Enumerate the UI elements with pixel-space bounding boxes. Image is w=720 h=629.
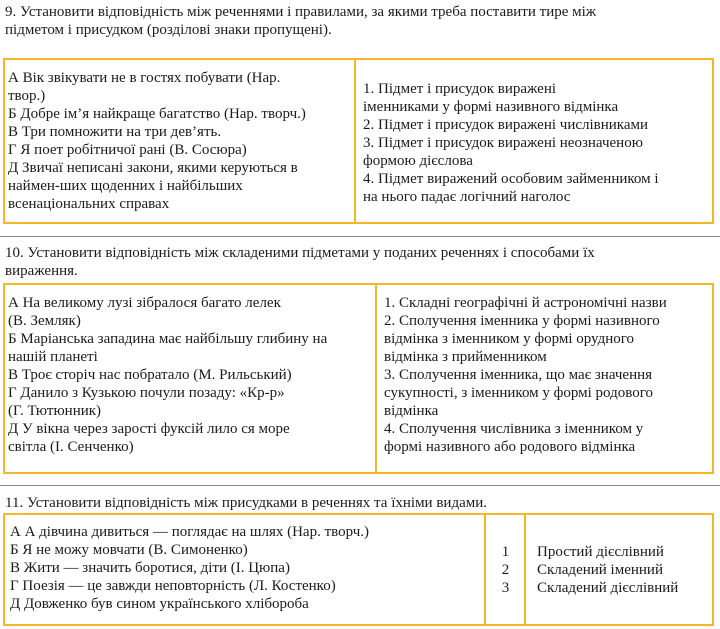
q11-sentences — [10, 515, 484, 624]
q10-sentence-line: нашій планеті — [8, 349, 98, 365]
q9-sentence-line: наймен-ших щоденних і найбільших — [8, 178, 243, 194]
q10-method-line: 1. Складні географічні й астрономічні назви — [384, 295, 667, 311]
q10-separator — [0, 236, 720, 237]
q9-title-line: підметом і присудком (розділові знаки пропущені). — [5, 22, 332, 38]
q9-sentences — [8, 60, 353, 222]
q10-sentence-line: Д У вікна через зарості фуксій лило ся море — [8, 421, 290, 437]
q11-divider-2 — [524, 515, 526, 624]
q11-sentence-line: Г Поезія — це завжди неповторність (Л. Костенко) — [10, 578, 336, 594]
q9-rule-line: 2. Підмет і присудок виражені числівниками — [363, 117, 649, 133]
q11-title-line: 11. Установити відповідність між присудками в реченнях та їхніми видами. — [5, 495, 488, 511]
q10-sentence-line: (В. Земляк) — [8, 313, 81, 329]
q9-rule-line: формою дієслова — [363, 153, 473, 169]
q9-rule-line: іменниками у формі називного відмінка — [363, 99, 619, 115]
q11-divider-1 — [484, 515, 486, 624]
q9-rule-line: 1. Підмет і присудок виражені — [363, 81, 557, 97]
q10-sentence-line: А На великому лузі зібралося багато лелек — [8, 295, 281, 311]
q9-sentence-line: твор.) — [8, 88, 46, 104]
q11-type: Простий дієслівний — [537, 544, 664, 560]
q9-sentence-line: В Три помножити на три дев’ять. — [8, 124, 222, 140]
q10-sentence-line: світла (І. Сенченко) — [8, 439, 134, 455]
q10-title-line: вираження. — [5, 263, 78, 279]
q10-title-line: 10. Установити відповідність між складеними підметами у поданих реченнях і способами їх — [5, 245, 595, 261]
q9-sentence-line: всенаціональних справах — [8, 196, 170, 212]
q10-method-line: 3. Сполучення іменника, що має значення — [384, 367, 653, 383]
q11-type: Складений іменний — [537, 562, 663, 578]
q10-method-line: сукупності, з іменником у формі родового — [384, 385, 654, 401]
q10-method-line: 2. Сполучення іменника у формі називного — [384, 313, 660, 329]
q11-table — [3, 513, 714, 626]
q11-sentence-line: В Жити — значить боротися, діти (І. Цюпа) — [10, 560, 290, 576]
q11-number: 3 — [501, 580, 510, 596]
q9-sentence-line: Г Я поет робітничої рані (В. Сосюра) — [8, 142, 247, 158]
q11-sentence-line: А А дівчина дивиться — поглядає на шлях (Нар. творч.) — [10, 524, 370, 540]
q10-methods — [384, 285, 711, 472]
q10-sentences — [8, 285, 374, 472]
q11-types — [537, 515, 711, 624]
q11-number: 1 — [501, 544, 510, 560]
q9-sentence-line: Б Добре ім’я найкраще багатство (Нар. творч.) — [8, 106, 306, 122]
q9-title-line: 9. Установити відповідність між реченнями і правилами, за якими треба поставити тире між — [5, 4, 597, 20]
q11-separator — [0, 485, 720, 486]
q10-title — [5, 244, 711, 280]
q10-divider — [375, 285, 377, 472]
q11-type: Складений дієслівний — [537, 580, 679, 596]
q11-sentence-line: Д Довженко був сином українського хлібороба — [10, 596, 309, 612]
q9-rule-line: 3. Підмет і присудок виражені неозначеною — [363, 135, 643, 151]
q9-sentence-line: Д Звичаї неписані закони, якими керуються в — [8, 160, 298, 176]
q9-rule-line: на нього падає логічний наголос — [363, 189, 571, 205]
q9-table — [3, 58, 714, 224]
q11-title — [5, 494, 711, 512]
q11-number: 2 — [501, 562, 510, 578]
q10-sentence-line: Г Данило з Кузькою почули позаду: «Кр-р» — [8, 385, 285, 401]
q9-sentence-line: А Вік звікувати не в гостях побувати (Нар. — [8, 70, 281, 86]
q10-method-line: формі називного або родового відмінка — [384, 439, 636, 455]
q9-divider — [354, 60, 356, 222]
q9-rules — [363, 60, 711, 222]
q10-sentence-line: Б Маріанська западина має найбільшу глибину на — [8, 331, 328, 347]
q9-rule-line: 4. Підмет виражений особовим займенником і — [363, 171, 659, 187]
q11-numbers — [488, 515, 523, 624]
q10-method-line: 4. Сполучення числівника з іменником у — [384, 421, 644, 437]
q10-sentence-line: В Троє сторіч нас побратало (М. Рильський) — [8, 367, 292, 383]
q10-method-line: відмінка з прийменником — [384, 349, 547, 365]
q9-title — [5, 3, 711, 39]
q10-sentence-line: (Г. Тютюнник) — [8, 403, 102, 419]
q11-sentence-line: Б Я не можу мовчати (В. Симоненко) — [10, 542, 248, 558]
q10-method-line: відмінка — [384, 403, 439, 419]
q10-table — [3, 283, 714, 474]
q10-method-line: відмінка з іменником у формі орудного — [384, 331, 635, 347]
